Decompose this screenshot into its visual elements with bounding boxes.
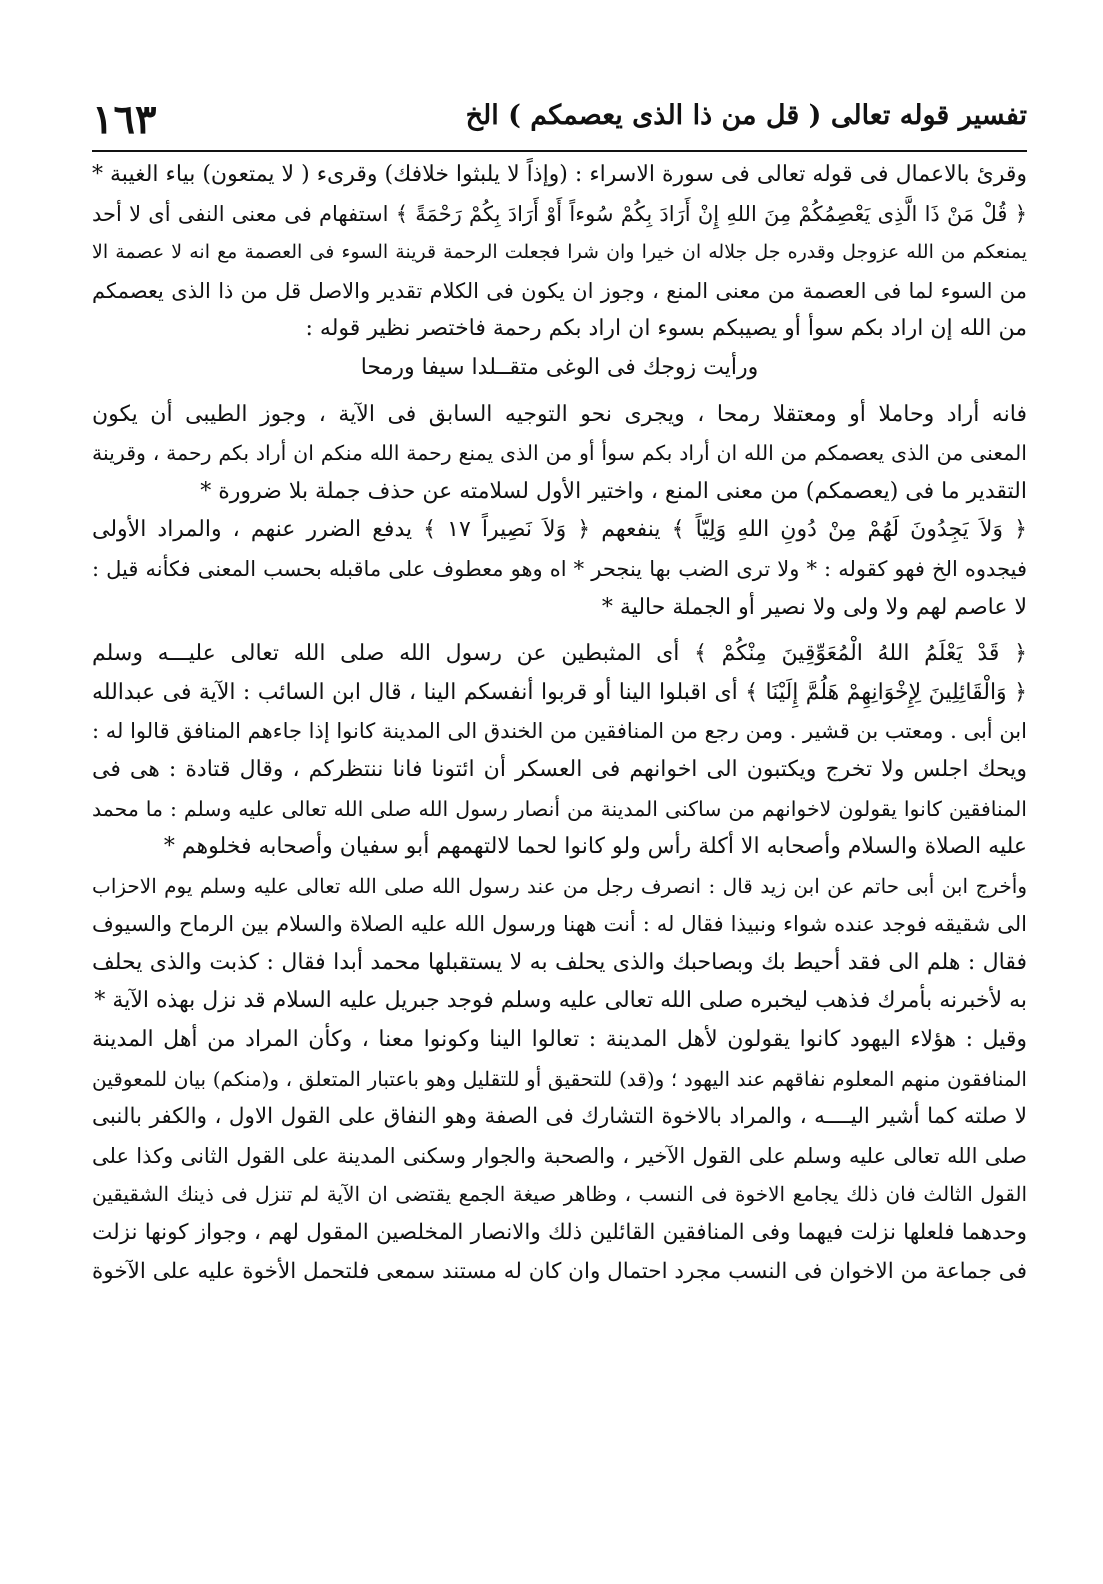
text-line: من السوء لما فى العصمة من معنى المنع ، وجوز ان يكون فى الكلام تقدير والاصل قل من ذا الذى يعصمكم bbox=[92, 278, 1027, 303]
page-number: ١٦٣ bbox=[92, 96, 157, 143]
text-line: ﴿ قَدْ يَعْلَمُ اللهُ الْمُعَوِّقِينَ مِنْكُمْ ﴾ أى المثبطين عن رسول الله صلى الله تعالى عليـــه وسلم bbox=[92, 641, 1027, 667]
text-line: المنافقون منهم المعلوم نفاقهم عند اليهود ؛ و(قد) للتحقيق أو للتقليل وهو باعتبار المتعلق ، و(منكم) بيان للمعوقين bbox=[92, 1066, 1027, 1091]
text-line: القول الثالث فان ذلك يجامع الاخوة فى النسب ، وظاهر صيغة الجمع يقتضى ان الآية لم تنزل فى ذينك الشقيقين bbox=[92, 1182, 1027, 1207]
text-line: عليه الصلاة والسلام وأصحابه الا أكلة رأس ولو كانوا لحما لالتهمهم أبو سفيان وأصحابه فخلوهم * bbox=[163, 834, 1027, 860]
text-line: وقيل : هؤلاء اليهود كانوا يقولون لأهل المدينة : تعالوا الينا وكونوا معنا ، وكأن المراد من أهل المدينة bbox=[92, 1027, 1027, 1053]
text-line: ﴿ وَلاَ يَجِدُونَ لَهُمْ مِنْ دُونِ اللهِ وَلِيّاً ﴾ ينفعهم ﴿ وَلاَ نَصِيراً ١٧ ﴾ يدفع الضرر عنهم ، والمراد الأولى bbox=[92, 517, 1027, 543]
text-line: ويحك اجلس ولا تخرج ويكتبون الى اخوانهم فى العسكر أن ائتونا فانا ننتظركم ، وقال قتادة : هى فى bbox=[92, 756, 1027, 782]
text-line: التقدير ما فى (يعصمكم) من معنى المنع ، واختير الأول لسلامته عن حذف جملة بلا ضرورة * bbox=[200, 478, 1027, 504]
running-header bbox=[92, 96, 1027, 148]
text-line: لا عاصم لهم ولا ولى ولا نصير أو الجملة حالية * bbox=[601, 594, 1027, 620]
text-line: وقرئ بالاعمال فى قوله تعالى فى سورة الاسراء : (وإذاً لا يلبثوا خلافك) وقرىء ( لا يمتعون) بياء الغيبة * bbox=[92, 162, 1027, 187]
text-line: فقال : هلم الى فقد أحيط بك وبصاحبك والذى يحلف به لا يستقبلها محمد أبدا فقال : كذبت والذى يحلف bbox=[92, 949, 1027, 975]
text-line: الى شقيقه فوجد عنده شواء ونبيذا فقال له : أنت ههنا ورسول الله عليه الصلاة والسلام بين الرماح والسيوف bbox=[92, 912, 1027, 937]
text-body bbox=[92, 156, 1027, 1291]
text-line: من الله إن اراد بكم سوأ أو يصيبكم بسوء ان اراد بكم رحمة فاختصر نظير قوله : bbox=[305, 316, 1027, 342]
header-title: تفسير قوله تعالى ( قل من ذا الذى يعصمكم ) الخ bbox=[465, 100, 1027, 131]
text-line: ﴿ وَالْقَائِلِينَ لِإِخْوَانِهِمْ هَلُمَّ إِلَيْنَا ﴾ أى اقبلوا الينا أو قربوا أنفسكم الينا ، قال ابن السائب : الآية فى عبدالله bbox=[92, 679, 1027, 705]
verse-line: ورأيت زوجك فى الوغى متقــلدا سيفا ورمحا bbox=[360, 354, 759, 380]
text-line: المنافقين كانوا يقولون لاخوانهم من ساكنى المدينة من أنصار رسول الله صلى الله تعالى عليه وسلم : ما محمد bbox=[92, 796, 1027, 821]
text-line: لا صلته كما أشير اليــــه ، والمراد بالاخوة التشارك فى الصفة وهو النفاق على القول الاول ، والكفر بالنبى bbox=[92, 1104, 1027, 1130]
text-line: ابن أبى . ومعتب بن قشير . ومن رجع من المنافقين من الخندق الى المدينة كانوا إذا جاءهم المنافق قالوا له : bbox=[92, 719, 1027, 744]
text-line: يمنعكم من الله عزوجل وقدره جل جلاله ان خيرا وان شرا فجعلت الرحمة قرينة السوء فى العصمة مع انه لا عصمة الا bbox=[92, 241, 1027, 264]
text-line: ﴿ قُلْ مَنْ ذَا الَّذِى يَعْصِمُكُمْ مِنَ اللهِ إِنْ أَرَادَ بِكُمْ سُوءاً أَوْ أَرَادَ بِكُمْ رَحْمَةً ﴾ استفهام فى معنى النفى أى لا أحد bbox=[92, 201, 1027, 226]
text-line: به لأخبرنه بأمرك فذهب ليخبره صلى الله تعالى عليه وسلم فوجد جبريل عليه السلام قد نزل بهذه الآية * bbox=[94, 988, 1027, 1014]
text-line: فى جماعة من الاخوان فى النسب مجرد احتمال وان كان له مستند سمعى فلتحمل الأخوة عليه على الآخوة bbox=[92, 1258, 1027, 1284]
text-line: صلى الله تعالى عليه وسلم على القول الآخير ، والصحبة والجوار وسكنى المدينة على القول الثانى وكذا على bbox=[92, 1143, 1027, 1168]
text-line: المعنى من الذى يعصمكم من الله ان أراد بكم سوأ أو من الذى يمنع رحمة الله منكم ان أراد بكم رحمة ، وقرينة bbox=[92, 441, 1027, 466]
header-rule bbox=[92, 150, 1027, 152]
text-line: فيجدوه الخ فهو كقوله : * ولا ترى الضب بها ينجحر * اه وهو معطوف على ماقبله بحسب المعنى فكأنه قيل : bbox=[92, 556, 1027, 581]
text-line: فانه أراد وحاملا أو ومعتقلا رمحا ، ويجرى نحو التوجيه السابق فى الآية ، وجوز الطيبى أن يكون bbox=[92, 401, 1027, 427]
text-line: وحدهما فلعلها نزلت فيهما وفى المنافقين القائلين ذلك والانصار المخلصين المقول لهم ، وجواز كونها نزلت bbox=[92, 1220, 1027, 1246]
text-line: وأخرج ابن أبى حاتم عن ابن زيد قال : انصرف رجل من عند رسول الله صلى الله تعالى عليه وسلم يوم الاحزاب bbox=[92, 873, 1027, 898]
